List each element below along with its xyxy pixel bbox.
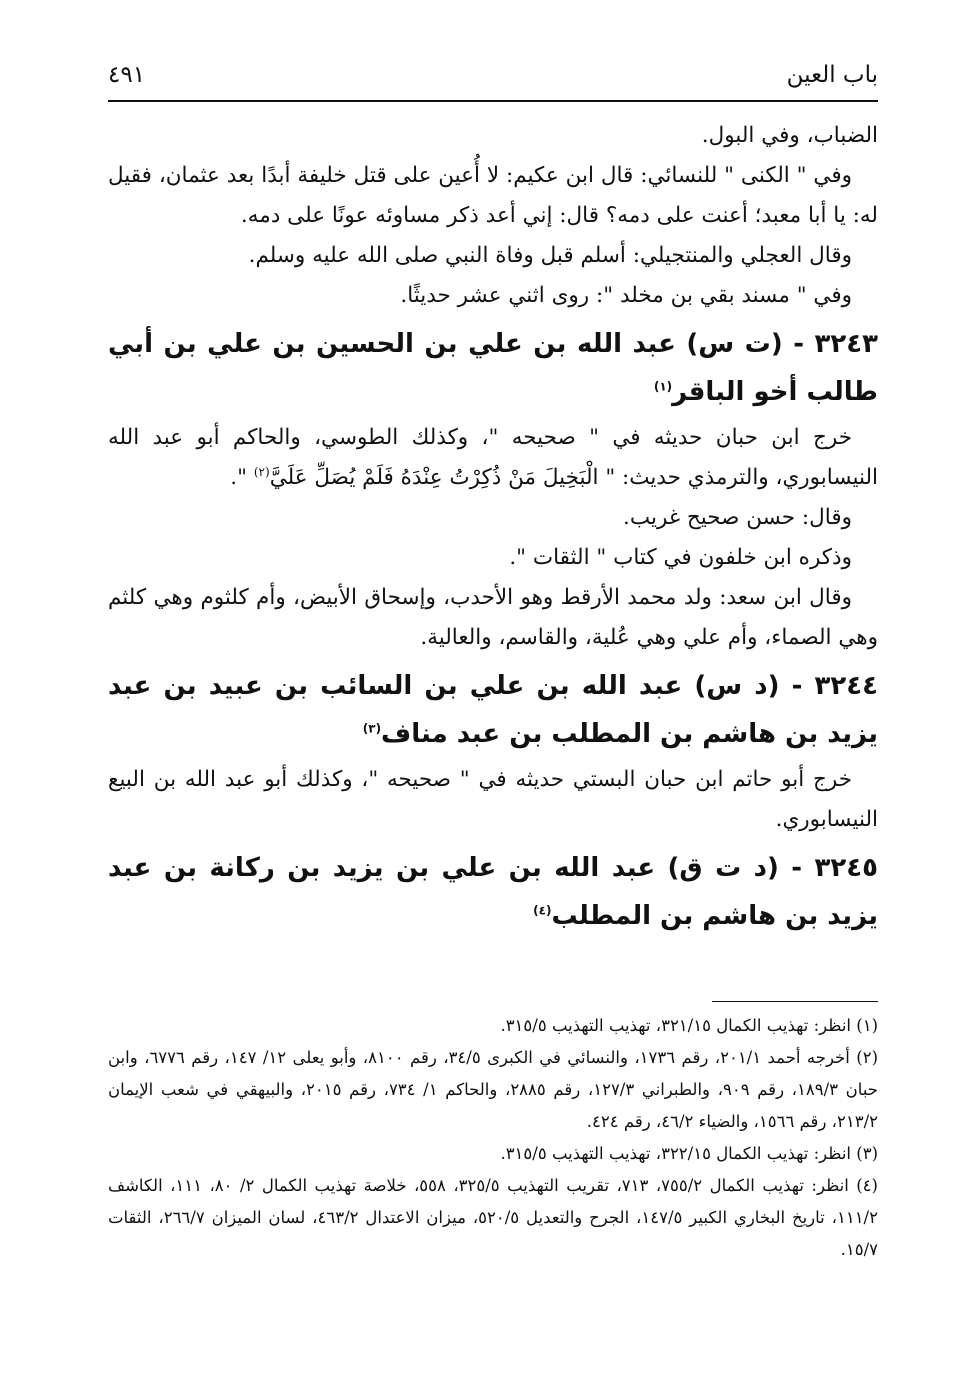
footnote-ref[interactable]: (٤) [533, 903, 552, 918]
footnote-ref[interactable]: (١) [653, 379, 673, 394]
paragraph: وقال ابن سعد: ولد محمد الأرقط وهو الأحدب، وإسحاق الأبيض، وأم كلثوم وهي كلثم وهي الصماء، وأم علي وهي عُلية، والقاسم، والعالية. [108, 585, 878, 650]
footnote-ref[interactable]: (٣) [362, 721, 382, 736]
running-header [108, 56, 878, 100]
chapter-title: باب العين [786, 62, 878, 88]
paragraph: وقال: حسن صحيح غريب. [623, 505, 852, 530]
entry-heading-text: ٣٢٤٥ - (د ت ق) عبد الله بن علي بن يزيد بن ركانة بن عبد يزيد بن هاشم بن المطلب [108, 853, 878, 931]
entry-heading-text: ٣٢٤٣ - (ت س) عبد الله بن علي بن الحسين بن علي بن أبي طالب أخو الباقر [108, 329, 878, 407]
footnote-separator [712, 1001, 878, 1002]
footnote: (١) انظر: تهذيب الكمال ٣٢١/١٥، تهذيب التهذيب ٣١٥/٥. [500, 1016, 878, 1035]
footnotes [108, 1010, 878, 1266]
paragraph: وفي " الكنى " للنسائي: قال ابن عكيم: لا أُعين على قتل خليفة أبدًا بعد عثمان، فقيل له: يا أبا معبد؛ أعنت على دمه؟ قال: إني أعد ذكر مساوئه عونًا على دمه. [108, 163, 878, 228]
paragraph [108, 418, 878, 498]
footnote-ref[interactable]: (٢) [253, 464, 270, 479]
entry-heading [108, 320, 878, 416]
page-number: ٤٩١ [108, 62, 146, 88]
header-rule [108, 100, 878, 102]
paragraph: وقال العجلي والمنتجيلي: أسلم قبل وفاة النبي صلى الله عليه وسلم. [248, 243, 852, 268]
entry-heading [108, 662, 878, 758]
main-text [108, 116, 878, 942]
footnote: (٣) انظر: تهذيب الكمال ٣٢٢/١٥، تهذيب التهذيب ٣١٥/٥. [500, 1144, 878, 1163]
paragraph-text-end: ". [230, 465, 254, 490]
entry-heading-text: ٣٢٤٤ - (د س) عبد الله بن علي بن السائب بن عبيد بن عبد يزيد بن هاشم بن المطلب بن عبد مناف [108, 671, 878, 749]
paragraph: وذكره ابن خلفون في كتاب " الثقات ". [509, 545, 852, 570]
paragraph-text: خرج ابن حبان حديثه في " صحيحه "، وكذلك الطوسي، والحاكم أبو عبد الله النيسابوري، والترمذي حديث: " الْبَخِيلَ مَنْ ذُكِرْتُ عِنْدَهُ فَلَمْ يُصَلِّ عَلَيَّ [108, 425, 878, 490]
footnote: (٢) أخرجه أحمد ٢٠١/١، رقم ١٧٣٦، والنسائي في الكبرى ٣٤/٥، رقم ٨١٠٠، وأبو يعلى ١٢/ ١٤٧، رقم ٦٧٧٦، وابن حبان ١٨٩/٣، رقم ٩٠٩، والطبراني ١٢٧/٣، رقم ٢٨٨٥، والحاكم ١/ ٧٣٤، رقم ٢٠١٥، والبيهقي في شعب الإيمان ٢١٣/٢، رقم ١٥٦٦، والضياء ٤٦/٢، رقم ٤٢٤. [108, 1048, 878, 1131]
paragraph: الضباب، وفي البول. [701, 123, 878, 148]
footnote: (٤) انظر: تهذيب الكمال ٧٥٥/٢، ٧١٣، تقريب التهذيب ٣٢٥/٥، ٥٥٨، خلاصة تهذيب الكمال ٢/ ٨٠، ١١١، الكاشف ١١١/٢، تاريخ البخاري الكبير ١٤٧/٥، الجرح والتعديل ٥٢٠/٥، ميزان الاعتدال ٤٦٣/٢، لسان الميزان ٢٦٦/٧، الثقات ١٥/٧. [108, 1176, 878, 1259]
entry-heading [108, 844, 878, 940]
paragraph: خرج أبو حاتم ابن حبان البستي حديثه في " صحيحه "، وكذلك أبو عبد الله بن البيع النيسابوري. [108, 767, 878, 832]
paragraph: وفي " مسند بقي بن مخلد ": روى اثني عشر حديثًا. [400, 283, 852, 308]
